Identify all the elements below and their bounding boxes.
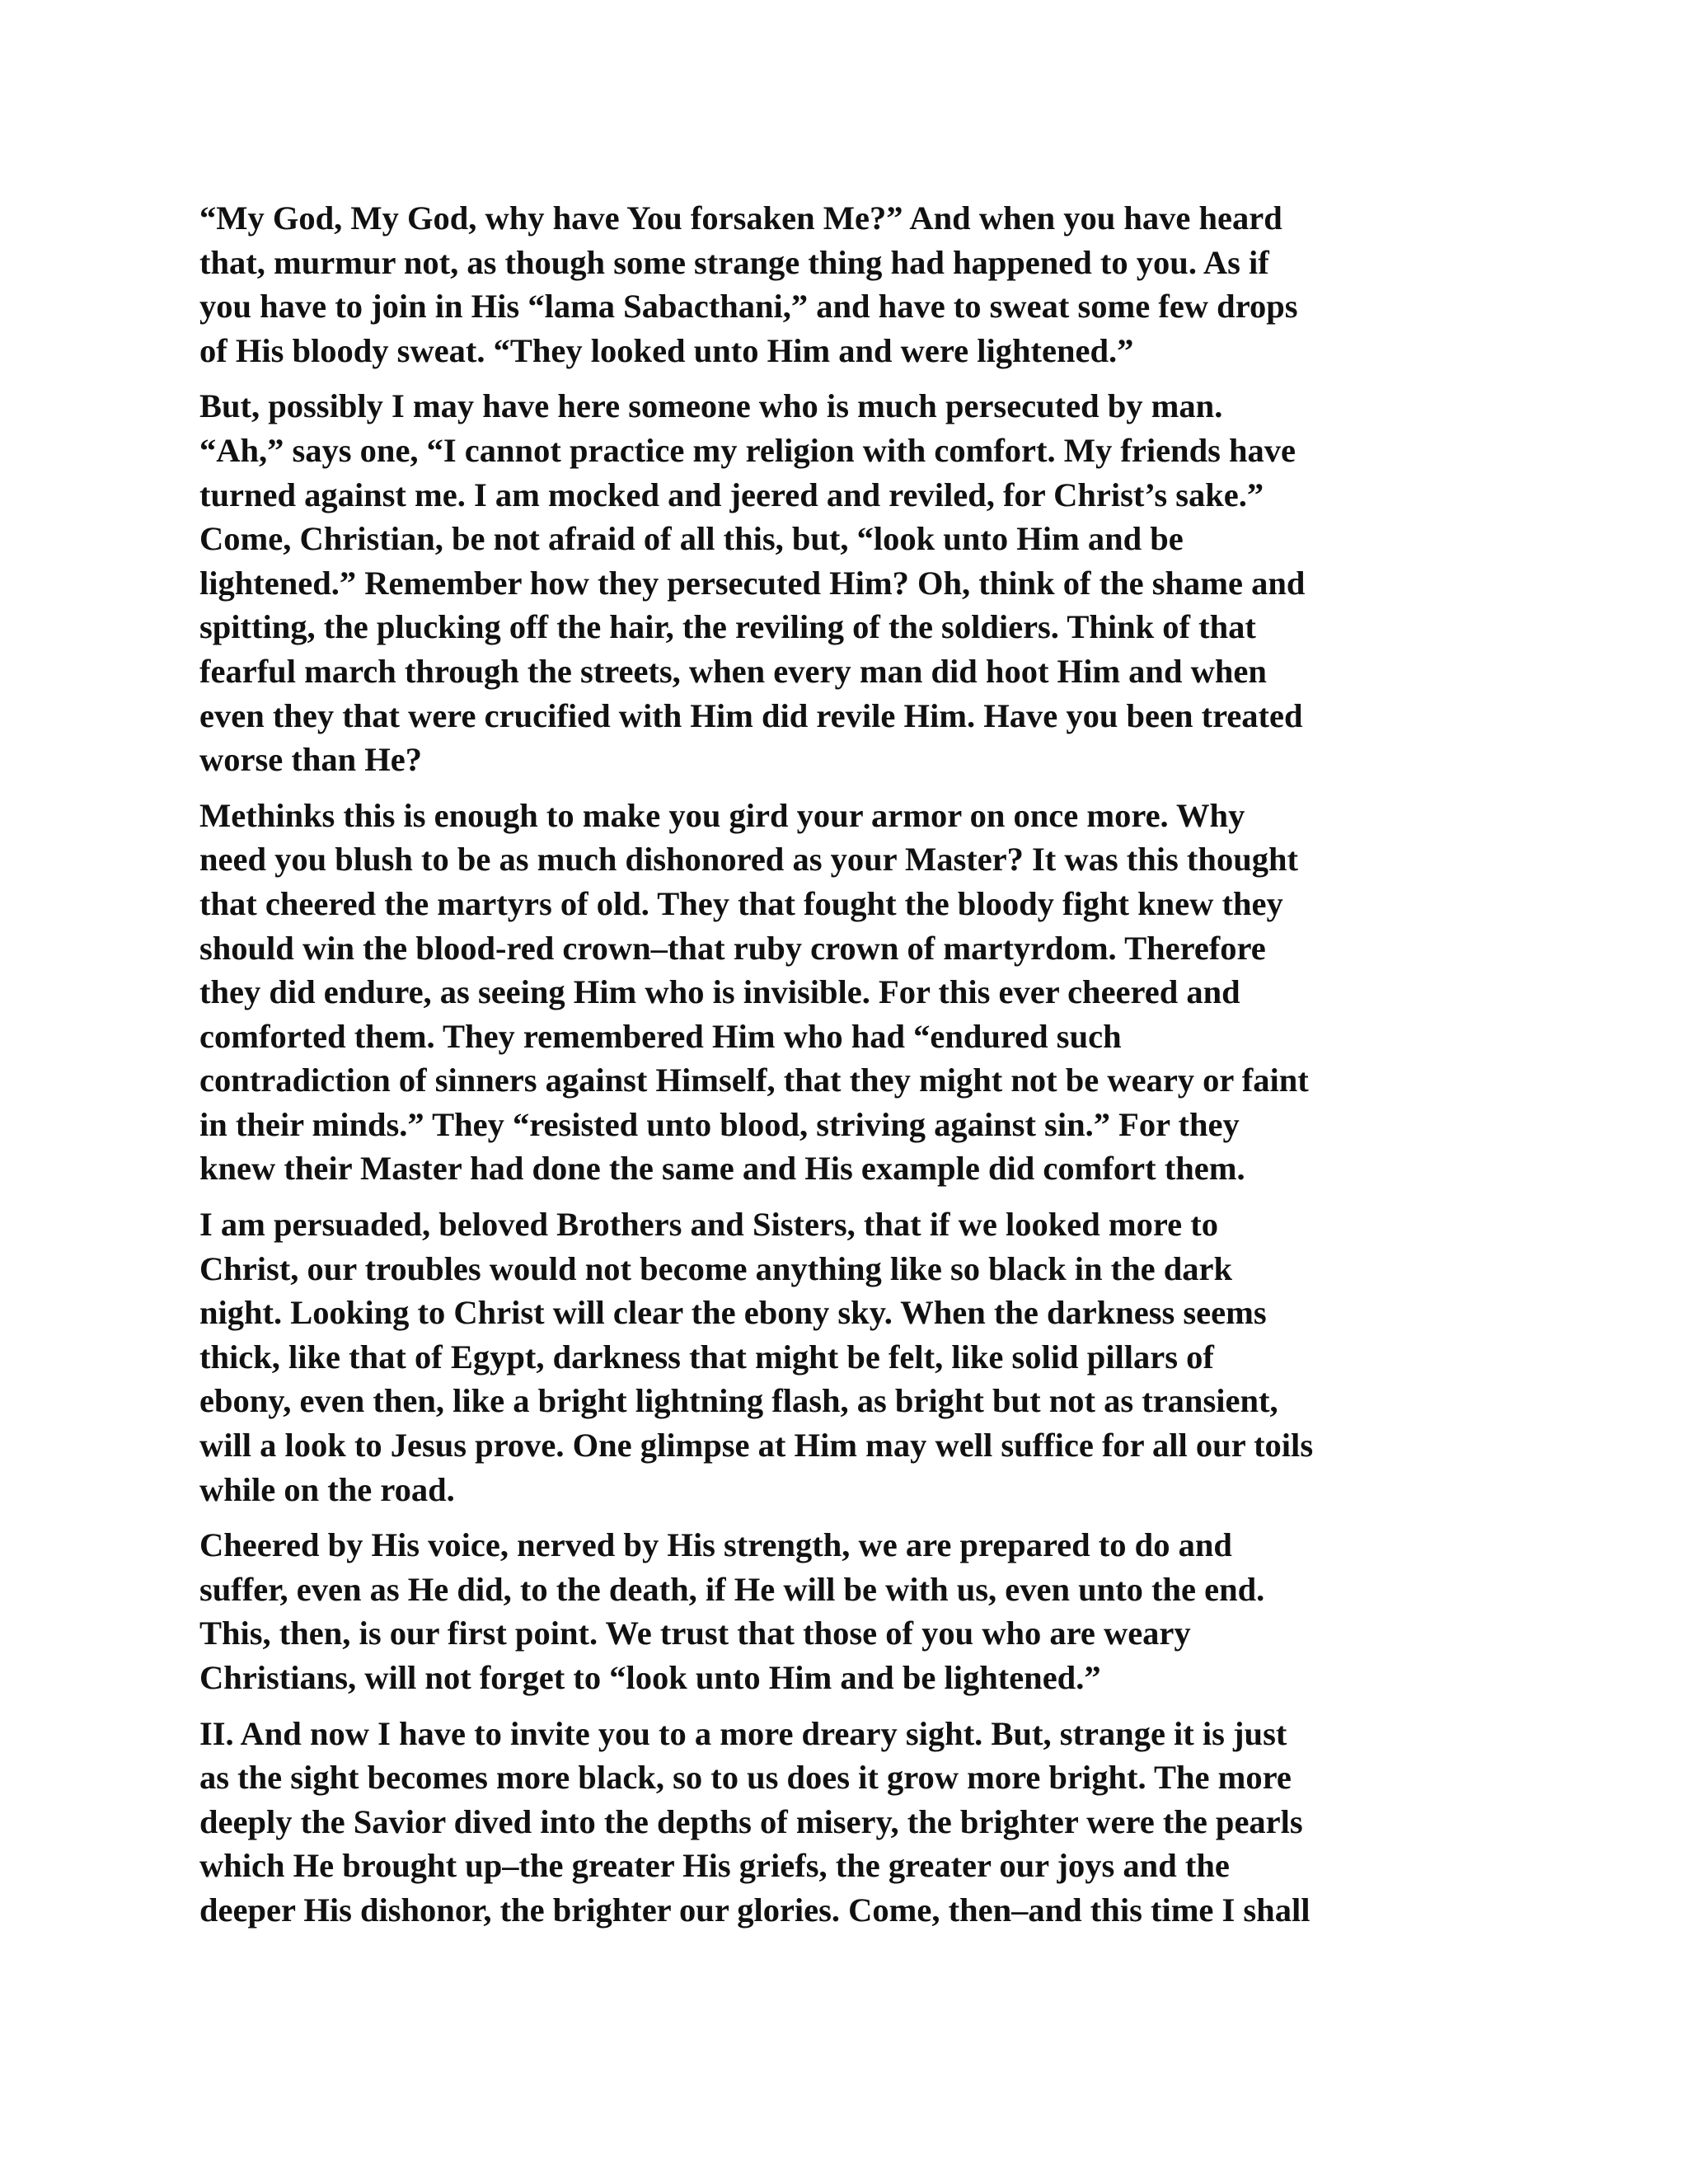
paragraph-4: I am persuaded, beloved Brothers and Sisters, that if we looked more to Christ, our troubles would not become anything like so black in the dark night. Looking to Christ will clear the ebony sky. When the darkness seems thick, like that of Egypt, darkness that might be felt, like solid pillars of ebony, even then, like a bright lightning flash, as bright but not as transient, will a look to Jesus prove. One glimpse at Him may well suffice for all our toils while on the road. <box>199 1206 1314 1508</box>
paragraph-3: Methinks this is enough to make you gird your armor on once more. Why need you blush to be as much dishonored as your Master? It was this thought that cheered the martyrs of old. They that fought the bloody fight knew they should win the blood-red crown–that ruby crown of martyrdom. Therefore they did endure, as seeing Him who is invisible. For this ever cheered and comforted them. They remembered Him who had “endured such contradiction of sinners against Himself, that they might not be weary or faint in their minds.” They “resisted unto blood, striving against sin.” For they knew their Master had done the same and His example did comfort them. <box>199 796 1309 1188</box>
paragraph-1: “My God, My God, why have You forsaken Me?” And when you have heard that, murmur not, as though some strange thing had happened to you. As if you have to join in His “lama Sabacthani,” and have to sweat some few drops of His bloody sweat. “They looked unto Him and were lightened.” <box>199 199 1298 369</box>
document-body <box>199 196 1473 1944</box>
paragraph-2: But, possibly I may have here someone who is much persecuted by man. “Ah,” says one, “I cannot practice my religion with comfort. My friends have turned against me. I am mocked and jeered and reviled, for Christ’s sake.” Come, Christian, be not afraid of all this, but, “look unto Him and be lightened.” Remember how they persecuted Him? Oh, think of the shame and spitting, the plucking off the hair, the reviling of the soldiers. Think of that fearful march through the streets, when every man did hoot Him and when even they that were crucified with Him did revile Him. Have you been treated worse than He? <box>199 387 1306 779</box>
paragraph-6: II. And now I have to invite you to a more dreary sight. But, strange it is just as the sight becomes more black, so to us does it grow more bright. The more deeply the Savior dived into the depths of misery, the brighter were the pearls which He brought up–the greater His griefs, the greater our joys and the deeper His dishonor, the brighter our glories. Come, then–and this time I shall <box>199 1714 1311 1929</box>
paragraph-5: Cheered by His voice, nerved by His strength, we are prepared to do and suffer, even as He did, to the death, if He will be with us, even unto the end. This, then, is our first point. We trust that those of you who are weary Christians, will not forget to “look unto Him and be lightened.” <box>199 1526 1265 1696</box>
